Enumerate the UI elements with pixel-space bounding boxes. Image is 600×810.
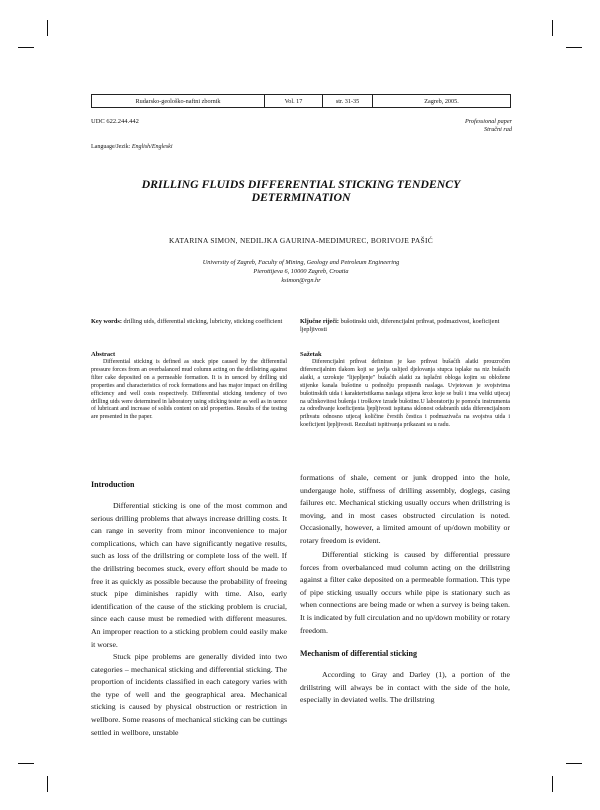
- language-label: Language/Jezik:: [91, 144, 131, 150]
- keywords-en-text: drilling uids, differential sticking, lubricity, sticking coefficient: [123, 318, 283, 325]
- journal-pages: str. 31-35: [323, 95, 373, 107]
- journal-place-year: Zagreb, 2005.: [424, 97, 459, 105]
- affiliation: [91, 258, 511, 285]
- crop-mark: [566, 47, 582, 48]
- udc-code: UDC 622.244.442: [91, 118, 139, 125]
- language-line: [91, 144, 173, 150]
- abstract-text: Differential sticking is defined as stuck pipe caused by the differential pressure forces from an overbalanced mud column acting on the drillstring against filter cake deposited on a permeable formation. It is in uenced by drilling uid properties and characteristics of rock formations and has major impact on drilling efficiency and well costs respectively. Differential sticking tendency of two drilling uids were determined in laboratory using sticking tester as well as in uence of lubricant and increase of solids content on uid properties. Results of the testing are presented in the paper.: [91, 359, 287, 421]
- title-line-2: DETERMINATION: [251, 190, 351, 204]
- keywords-hr-text: bušotinski uidi, diferencijalni prihvat, podmazivost, koeficijent ljepljivosti: [300, 318, 500, 333]
- journal-name: Rudarsko-geološko-naftni zbornik: [92, 95, 265, 107]
- title-line-1: DRILLING FLUIDS DIFFERENTIAL STICKING TENDENCY: [141, 177, 461, 191]
- keywords-hr-label: Ključne riječi:: [300, 318, 339, 325]
- paper-title: [91, 178, 511, 204]
- crop-mark: [552, 776, 553, 792]
- crop-mark: [47, 776, 48, 792]
- journal-volume: Vol. 17: [265, 95, 323, 107]
- sazetak-heading: Sažetak: [300, 351, 322, 358]
- introduction-heading: Introduction: [91, 480, 135, 489]
- crop-mark: [566, 763, 582, 764]
- crop-mark: [18, 763, 34, 764]
- keywords-en: [91, 318, 287, 326]
- crop-mark: [47, 20, 48, 36]
- paper-type-en: Professional paper: [464, 118, 512, 125]
- paper-type-hr: Stručni rad: [483, 126, 512, 133]
- journal-header: [91, 94, 511, 108]
- crop-mark: [18, 47, 34, 48]
- author-email: ksimon@rgn.hr: [281, 277, 321, 284]
- abstract-heading: Abstract: [91, 351, 116, 358]
- sazetak-text: Diferencijalni prihvat definiran je kao prihvat bušaćih alatki prouzročen diferencijalnim tlakom koji se javlja uslijed djelovanja stupca isplake na niz bušaćih alatki, a uzrokuje "lijepljenje" bušaćih alatki za isplačni obloga kojim su obložene stijenke kanala bušotine u podnožju propusnih naslaga. Uvjetovan je svojstvima bušotinskih uida i karakteristikama naslaga stijena kroz koje se buši i ima veliki utjecaj na učinkovitost bušenja i troškove izrade bušotine.U laboratoriju je pomoću instrumenta za određivanje koeficijenta ljepljivosti ispitana sklonost odabranih uida diferencijalnom prihvatu odnosno utjecaj količine čvrstih čestica i podmazivača na svojstva uida i koeficijent ljepljivosti. Rezultati ispitivanja prikazani su u radu.: [300, 359, 510, 429]
- affiliation-line-1: University of Zagreb, Faculty of Mining, Geology and Petroleum Engineering: [202, 259, 400, 266]
- keywords-en-label: Key words:: [91, 318, 122, 325]
- keywords-hr: [300, 318, 510, 334]
- paper-type: [465, 118, 512, 134]
- affiliation-line-2: Pierottijeva 6, 10000 Zagreb, Croatia: [253, 268, 349, 275]
- intro-paragraph-3: formations of shale, cement or junk dropped into the hole, undergauge hole, stiffness of drilling assembly, doglegs, casing failures etc. Mechanical sticking usually occurs when drillstring is moving, and in most cases obstructed circulation is noted. Occasionally, however, a limited amount of up/down mobility or rotary freedom is evident.: [300, 473, 510, 545]
- authors: KATARINA SIMON, NEDILJKA GAURINA-MEDIMUREC, BORIVOJE PAŠIĆ: [169, 236, 433, 245]
- intro-paragraph-1: Differential sticking is one of the most common and serious drilling problems that always increase drilling costs. It can range in severity from minor inconvenience to major complications, which can have significantly negative results, such as loss of the drillstring or complete loss of the well. If the drillstring becomes stuck, every effort should be made to free it as quickly as possible because the probability of freeing stuck pipe diminishes rapidly with time. Also, early identification of the cause of the sticking problem is crucial, since each cause must be remedied with different measures. An improper reaction to a sticking problem could easily make it worse.: [91, 501, 287, 649]
- language-value: English/Engleski: [131, 144, 173, 150]
- mechanism-paragraph-1: According to Gray and Darley (1), a portion of the drillstring will always be in contact with the side of the hole, especially in deviated wells. The drillstring: [300, 670, 510, 705]
- mechanism-heading: Mechanism of differential sticking: [300, 649, 417, 658]
- crop-mark: [552, 20, 553, 36]
- intro-paragraph-4: Differential sticking is caused by differential pressure forces from overbalanced mud column acting on the drillstring against a filter cake deposited on a permeable formation. This type of pipe sticking usually occurs while pipe is stationary such as when connections are being made or when a survey is being taken. It is indicated by full circulation and no up/down mobility or rotary freedom.: [300, 550, 510, 635]
- intro-paragraph-2: Stuck pipe problems are generally divided into two categories – mechanical sticking and differential sticking. The proportion of incidents classified in each category varies with the type of well and the geographical area. Mechanical sticking is caused by physical obstruction or restriction in wellbore. Some reasons of mechanical sticking can be cuttings settled in wellbore, unstable: [91, 652, 287, 737]
